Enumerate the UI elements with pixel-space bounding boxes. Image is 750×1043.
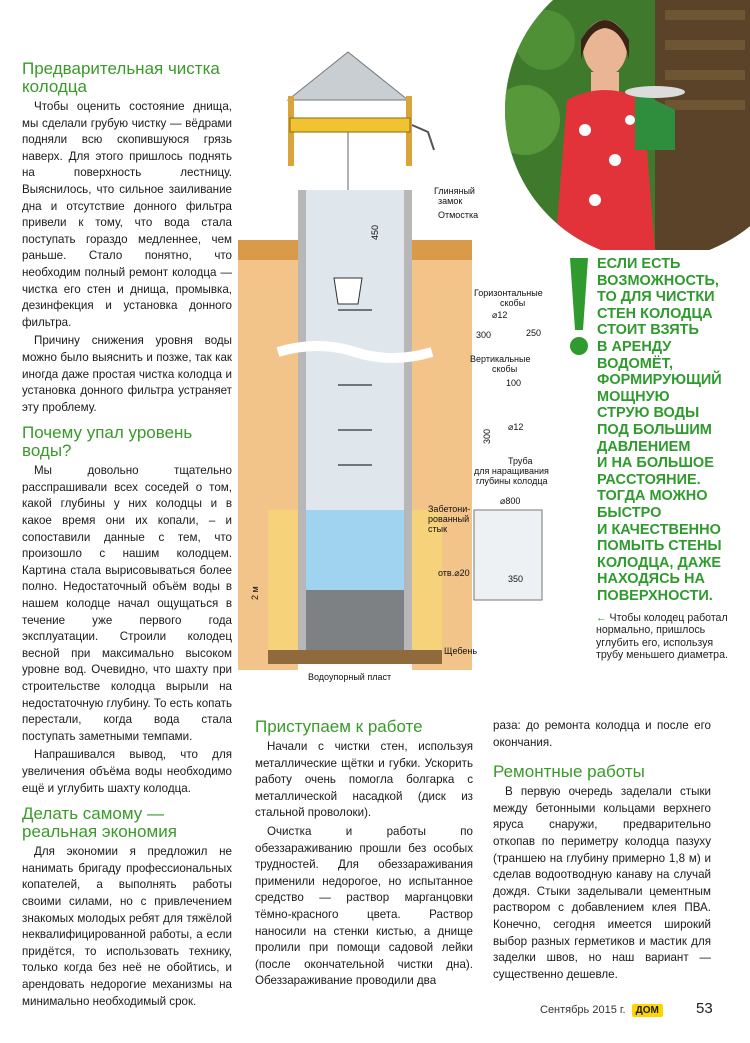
column-1 [22, 60, 232, 1012]
exclamation-icon [566, 258, 592, 358]
svg-text:рованный: рованный [428, 514, 470, 524]
callout-line: ЕСЛИ ЕСТЬ [597, 256, 681, 272]
svg-text:⌀12: ⌀12 [508, 422, 524, 432]
callout-tip [597, 256, 742, 604]
callout-line: ПОД БОЛЬШИМ [597, 421, 712, 438]
column-2 [255, 718, 473, 992]
callout-line: И НА БОЛЬШОЕ [597, 455, 714, 472]
arrow-left-icon: ← [596, 612, 607, 624]
svg-text:скобы: скобы [492, 364, 518, 374]
callout-line: ТОГДА МОЖНО [597, 488, 708, 505]
svg-text:отв.⌀20: отв.⌀20 [438, 568, 470, 578]
callout-line: ТО ДЛЯ ЧИСТКИ [597, 289, 715, 306]
winch-drum [290, 118, 410, 132]
paragraph: Напрашивался вывод, что для увеличения объёма воды необходимо ещё и углубить шахту колодца. [22, 748, 232, 795]
caption-text: Чтобы колодец работал нормально, пришлось углубить его, используя трубу меньшего диаметра. [596, 612, 728, 662]
svg-text:350: 350 [508, 574, 524, 584]
callout-line: ФОРМИРУЮЩИЙ [597, 372, 722, 389]
svg-text:300: 300 [476, 330, 492, 340]
callout-line: ВОДОМЁТ, [597, 355, 674, 372]
svg-text:⌀800: ⌀800 [500, 496, 521, 506]
heading-repair-works: Ремонтные работы [493, 762, 645, 782]
paragraph: Мы довольно тщательно расспрашивали всех соседей о том, какой глубины у них колодцы и в какое время они их копали, – и сопоставили данные с тем, что произошло с нашим колодцем. Картина стала вырисовываться более полно. Недостаточный объём воды в нашем колодце начал ощущаться в течение уже первого года эксплуатации. Строили колодец весной при максимально высоком уровне вод. Очевидно, что шахту при строительстве колодца вырыли на недостаточную глубину. То есть копать перестали, когда вода стала поступать заметными темпами. [22, 464, 232, 743]
svg-text:100: 100 [506, 378, 522, 388]
svg-text:стык: стык [428, 524, 448, 534]
issue-date: Сентябрь 2015 г. [540, 1004, 626, 1016]
page-number: 53 [696, 1000, 713, 1017]
water [306, 510, 404, 590]
paragraph: В первую очередь заделали стыки между бетонными кольцами верхнего яруса снаружи, предварительно откопав по периметру колодца пазуху (траншею на глубину примерно 1,8 м) и сделав водоотводную канаву на случай дождя. Стыки заделывали цементным раствором с добавлением клея ПВА. Конечно, сегодня имеется широкий выбор разных герметиков и мастик для заделки швов, но наш вариант — существенно дешевле. [493, 785, 711, 981]
bucket [334, 278, 362, 304]
callout-line: СТРУЮ ВОДЫ [597, 405, 700, 422]
svg-text:450: 450 [370, 224, 380, 240]
callout-line: ПОВЕРХНОСТИ. [597, 587, 713, 604]
page-footer [540, 1004, 663, 1017]
svg-text:Отмостка: Отмостка [438, 210, 479, 220]
paragraph: Начали с чистки стен, используя металлические щётки и губки. Ускорить работу очень помогла болгарка с металлической насадкой (диск из стальной проволоки). [255, 740, 473, 820]
callout-line: И КАЧЕСТВЕННО [597, 521, 721, 538]
svg-text:Труба: Труба [508, 456, 533, 466]
paragraph: раза: до ремонта колодца и после его окончания. [493, 719, 711, 749]
heading-preliminary-cleaning: Предварительная чистка колодца [22, 59, 220, 96]
diagram-caption [596, 612, 730, 662]
well-diagram [238, 40, 558, 690]
svg-text:Щебень: Щебень [444, 646, 478, 656]
svg-text:Забетони-: Забетони- [428, 504, 471, 514]
svg-text:Горизонтальные: Горизонтальные [474, 288, 543, 298]
callout-line: ДАВЛЕНИЕМ [597, 438, 691, 455]
svg-text:Вертикальные: Вертикальные [470, 354, 531, 364]
heading-start-work: Приступаем к работе [255, 717, 423, 736]
callout-line: В АРЕНДУ [597, 338, 672, 355]
magazine-logo: ДОМ [632, 1004, 663, 1017]
svg-text:Глиняный: Глиняный [434, 186, 475, 196]
paragraph: Причину снижения уровня воды можно было выяснить и позже, так как иногда даже простая чистка колодца и установка донного фильтра устраняет эту проблему. [22, 334, 232, 414]
callout-line: СТОИТ ВЗЯТЬ [597, 322, 699, 339]
heading-water-level: Почему упал уровень воды? [22, 423, 193, 461]
well-roof [288, 52, 408, 100]
svg-text:глубины колодца: глубины колодца [476, 476, 548, 486]
callout-line: МОЩНУЮ [597, 388, 670, 405]
paragraph: Очистка и работы по обеззараживанию прошли без особых трудностей. Для обеззараживания применили недорогое, но испытанное средство — раствор марганцовки тёмно-красного цвета. Раствор наносили на стенки кистью, а днище пролили при помощи садовой лейки (после окончательной чистки дна). Обеззараживание проводили два [255, 824, 473, 988]
svg-text:для наращивания: для наращивания [474, 466, 549, 476]
callout-line: КОЛОДЦА, ДАЖЕ [597, 554, 722, 571]
callout-line: РАССТОЯНИЕ. [597, 471, 701, 488]
gravel-layer [306, 590, 404, 650]
callout-line: БЫСТРО [597, 504, 662, 521]
heading-diy-economy: Делать самому — реальная экономия [22, 804, 177, 842]
svg-text:замок: замок [438, 196, 463, 206]
callout-line: СТЕН КОЛОДЦА [597, 305, 713, 322]
svg-text:2 м: 2 м [250, 586, 260, 600]
callout-line: ВОЗМОЖНОСТЬ, [597, 272, 719, 289]
callout-line: НАХОДЯСЬ НА [597, 571, 705, 588]
svg-text:Водоупорный пласт: Водоупорный пласт [308, 672, 392, 682]
paragraph: Для экономии я предложил не нанимать бригаду профессиональных копателей, а выполнять работы своими силами, но с привлечением знакомых молодых ребят для тяжёлой неквалифицированной работы, а если придётся, то использовать технику, только когда без неё не обойтись, и арендовать недорогие механизмы на минимально необходимый срок. [22, 845, 232, 1008]
svg-text:⌀12: ⌀12 [492, 310, 508, 320]
paragraph: Чтобы оценить состояние днища, мы сделали грубую чистку — вёдрами подняли всю скопившуюся грязь наверх. Для этого пришлось поднять на поверхность лестницу. Выяснилось, что сильное заиливание дна и отсутствие донного фильтра привели к тому, что вода стала поступать гораздо медленнее, чем раньше. Стало понятно, что необходим полный ремонт колодца — чистка его стен и днища, промывка, дезинфекция и установка донного фильтра. [22, 100, 232, 329]
svg-text:300: 300 [482, 428, 492, 444]
callout-line: ПОМЫТЬ СТЕНЫ [597, 538, 722, 555]
column-3 [493, 718, 711, 985]
svg-text:250: 250 [526, 328, 542, 338]
svg-text:скобы: скобы [500, 298, 526, 308]
pipe-section [474, 510, 542, 600]
